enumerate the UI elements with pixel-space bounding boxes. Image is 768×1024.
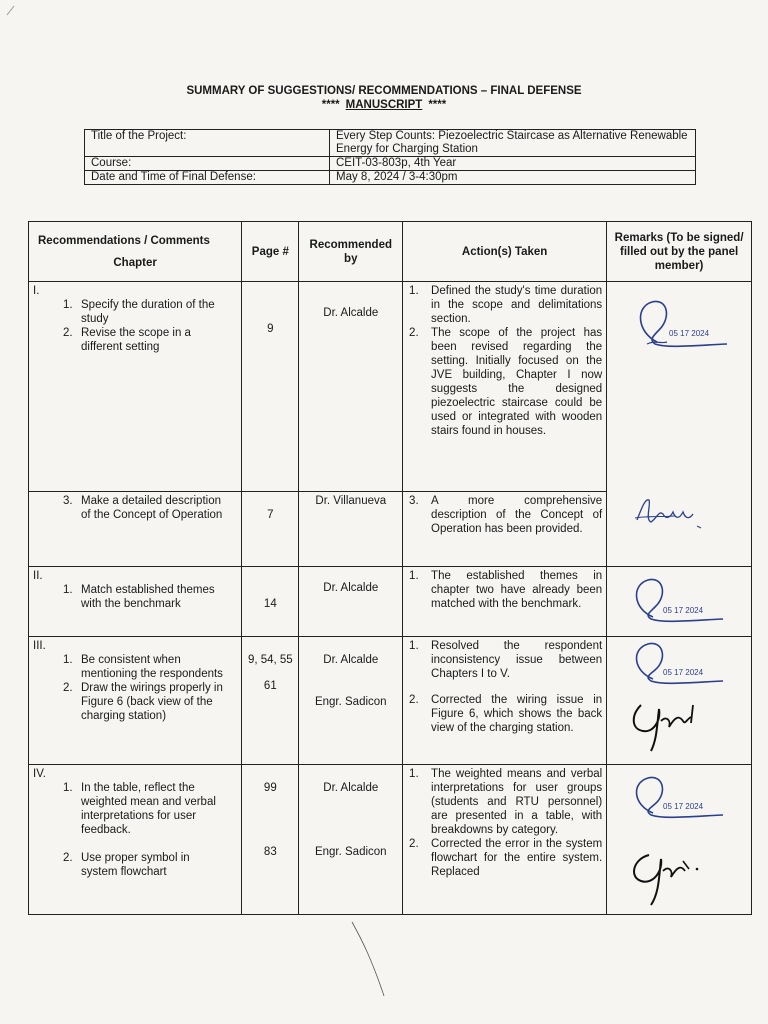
remarks-cell (607, 765, 752, 915)
section-iii-chapter (29, 637, 242, 765)
signature-date: 05 17 2024 (663, 802, 704, 811)
table-row (29, 765, 752, 915)
header-row (29, 222, 752, 282)
table-row (29, 637, 752, 765)
item-text: Specify the duration of the study (81, 299, 215, 325)
project-label: Title of the Project: (85, 130, 330, 157)
page-cell (242, 765, 299, 915)
list-item (407, 639, 602, 681)
item-number: 3. (63, 495, 73, 507)
recommendation-list (33, 298, 237, 354)
list-item (407, 494, 602, 536)
recommended-by-cell: Dr. Alcalde (299, 282, 403, 492)
signature-sadicon-icon (623, 847, 713, 909)
header-rec-line1: Recommendations / Comments (38, 234, 210, 247)
table-row (29, 282, 752, 492)
item-number: 1. (63, 782, 73, 794)
item-number: 1. (409, 570, 419, 582)
actions-cell (403, 567, 607, 637)
page-cell: 7 (242, 492, 299, 567)
item-number: 1. (409, 640, 419, 652)
header-page: Page # (242, 222, 299, 282)
recommended-by-cell (299, 765, 403, 915)
signature-alcalde-icon (623, 571, 733, 627)
signature-alcalde-icon (623, 771, 733, 823)
item-number: 1. (409, 285, 419, 297)
list-item (33, 681, 237, 723)
list-item (407, 569, 602, 611)
stars-right: **** (428, 99, 447, 111)
item-number: 1. (63, 584, 73, 596)
item-text: Be consistent when mentioning the respondents (81, 654, 223, 680)
signature-alcalde-icon (623, 637, 733, 689)
project-value: Every Step Counts: Piezoelectric Staircase as Alternative Renewable Energy for Charging Station (330, 130, 696, 157)
roman-numeral: III. (33, 640, 46, 652)
item-text: Resolved the respondent inconsistency issue between Chapters I to V. (431, 640, 603, 680)
list-item (33, 494, 237, 522)
stars-left: **** (321, 99, 340, 111)
recommended-by-cell (299, 637, 403, 765)
recommended-by-b: Engr. Sadicon (314, 846, 387, 858)
action-list (407, 494, 602, 536)
recommendation-list (33, 494, 237, 522)
date-label: Date and Time of Final Defense: (85, 171, 330, 185)
list-item (33, 326, 237, 354)
remarks-cell (607, 567, 752, 637)
recommendation-list (33, 781, 237, 879)
roman-numeral: II. (33, 570, 43, 582)
item-text: Use proper symbol in system flowchart (81, 852, 190, 878)
action-list (407, 284, 602, 438)
page-value-b: 83 (263, 846, 277, 858)
signature-villanueva-icon (627, 490, 717, 535)
signature-date: 05 17 2024 (663, 668, 704, 677)
header-recommended-by: Recommended by (299, 222, 403, 282)
page-value-a: 99 (263, 782, 277, 794)
signature-date: 05 17 2024 (663, 606, 704, 615)
course-value: CEIT-03-803p, 4th Year (330, 157, 696, 171)
table-row (29, 567, 752, 637)
list-item (33, 653, 237, 681)
recommended-by-a: Dr. Alcalde (323, 782, 379, 794)
recommendations-table (28, 221, 752, 915)
header-actions: Action(s) Taken (403, 222, 607, 282)
item-text: The established themes in chapter two have already been matched with the benchmark. (431, 570, 603, 610)
item-number: 2. (63, 852, 73, 864)
item-number: 1. (63, 299, 73, 311)
item-number: 1. (63, 654, 73, 666)
item-text: In the table, reflect the weighted mean and verbal interpretations for user feedback. (81, 782, 216, 836)
item-text: Defined the study's time duration in the scope and delimitations section. (431, 285, 603, 325)
item-text: Draw the wirings properly in Figure 6 (back view of the charging station) (81, 682, 223, 722)
project-row (85, 130, 696, 157)
item-text: A more comprehensive description of the Concept of Operation has been provided. (431, 495, 603, 535)
roman-numeral: IV. (33, 768, 47, 780)
list-item (33, 298, 237, 326)
item-text: The weighted means and verbal interpretations for user groups (students and RTU personnel) are presented in a table, with breakdowns by category. (431, 768, 603, 836)
list-item (33, 851, 237, 879)
actions-cell (403, 492, 607, 567)
list-item (33, 781, 237, 837)
section-i-chapter (29, 282, 242, 492)
course-label: Course: (85, 157, 330, 171)
project-info-table (84, 129, 696, 185)
signature-sadicon-icon (627, 695, 717, 757)
header-remarks: Remarks (To be signed/ filled out by the panel member) (607, 222, 752, 282)
item-number: 2. (409, 327, 419, 339)
date-value: May 8, 2024 / 3-4:30pm (330, 171, 696, 185)
document-title (0, 84, 768, 112)
corner-mark (6, 4, 18, 16)
item-text: Make a detailed description of the Concept of Operation (81, 495, 223, 521)
list-item (407, 837, 602, 879)
stray-pen-mark (350, 920, 390, 1000)
header-recommendations (29, 222, 242, 282)
item-number: 3. (409, 495, 419, 507)
page-value-b: 61 (263, 680, 277, 692)
course-row (85, 157, 696, 171)
action-list (407, 639, 602, 735)
section-ii-chapter (29, 567, 242, 637)
remarks-cell (607, 637, 752, 765)
item-number: 2. (63, 682, 73, 694)
signature-alcalde-icon (627, 292, 737, 352)
item-number: 2. (409, 694, 419, 706)
action-list (407, 569, 602, 611)
remarks-cell (607, 282, 752, 567)
item-text: Match established themes with the benchmark (81, 584, 215, 610)
title-line: SUMMARY OF SUGGESTIONS/ RECOMMENDATIONS – FINAL DEFENSE (186, 85, 582, 97)
actions-cell (403, 637, 607, 765)
actions-cell (403, 282, 607, 492)
list-item (407, 326, 602, 438)
page-value-a: 9, 54, 55 (247, 654, 293, 666)
item-text: Corrected the error in the system flowchart for the entire system. Replaced (431, 838, 603, 878)
item-text: Revise the scope in a different setting (81, 327, 191, 353)
list-item (407, 693, 602, 735)
item-text: The scope of the project has been revised regarding the setting. Initially focused on the JVE building, Chapter I now suggests the designed piezoelectric staircase could be used or integrated with wooden stairs found in houses. (431, 327, 603, 437)
item-number: 1. (409, 768, 419, 780)
recommended-by-b: Engr. Sadicon (314, 696, 387, 708)
list-item (407, 767, 602, 837)
actions-cell (403, 765, 607, 915)
item-text: Corrected the wiring issue in Figure 6, which shows the back view of the charging station. (431, 694, 603, 734)
action-list (407, 767, 602, 879)
recommendation-list (33, 653, 237, 723)
date-row (85, 171, 696, 185)
roman-numeral: I. (33, 285, 40, 297)
subtitle-line (0, 98, 768, 112)
list-item (407, 284, 602, 326)
recommended-by-cell: Dr. Villanueva (299, 492, 403, 567)
page-cell (242, 637, 299, 765)
page-cell: 9 (242, 282, 299, 492)
recommended-by-cell: Dr. Alcalde (299, 567, 403, 637)
item-number: 2. (409, 838, 419, 850)
manuscript-label: MANUSCRIPT (345, 99, 423, 111)
header-rec-line2: Chapter (113, 256, 157, 269)
page-cell: 14 (242, 567, 299, 637)
recommended-by-a: Dr. Alcalde (323, 654, 379, 666)
signature-date: 05 17 2024 (669, 329, 710, 338)
item-number: 2. (63, 327, 73, 339)
section-iv-chapter (29, 765, 242, 915)
recommendation-list (33, 583, 237, 611)
section-i-chapter-b (29, 492, 242, 567)
list-item (33, 583, 237, 611)
